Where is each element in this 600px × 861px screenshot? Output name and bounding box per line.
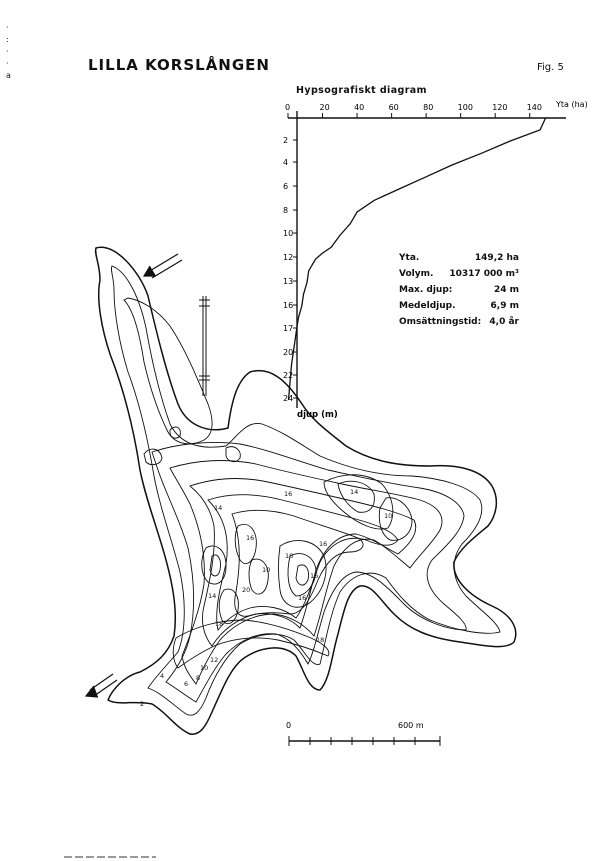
x-tick-label: 140 bbox=[526, 103, 543, 112]
north-arrow bbox=[199, 296, 210, 396]
scale-bar-end: 600 m bbox=[398, 721, 424, 730]
contour-label: 10 bbox=[384, 512, 393, 520]
y-tick-label: 13 bbox=[283, 277, 294, 286]
contour-label: 16 bbox=[310, 572, 319, 580]
x-axis-label: Yta (ha) bbox=[556, 100, 588, 109]
contour-label: 18 bbox=[316, 636, 325, 644]
margin-mark: · bbox=[6, 59, 9, 68]
scale-bar bbox=[286, 721, 440, 746]
stat-value: 4,0 år bbox=[489, 317, 519, 327]
margin-mark: · bbox=[6, 47, 9, 56]
stat-label: Medeldjup. bbox=[399, 301, 456, 311]
contour-line bbox=[249, 559, 271, 594]
y-tick-label: 17 bbox=[283, 324, 294, 333]
contour-label: 16 bbox=[246, 534, 255, 542]
margin-mark: a bbox=[6, 71, 11, 80]
x-tick-label: 100 bbox=[457, 103, 473, 112]
contour-label: 10 bbox=[200, 664, 209, 672]
contour-label: 6 bbox=[184, 680, 189, 688]
contour-line bbox=[208, 495, 398, 630]
contour-labels bbox=[140, 488, 392, 708]
contour-label: 16 bbox=[285, 552, 294, 560]
y-tick-label: 12 bbox=[283, 253, 294, 262]
contour-label: 12 bbox=[210, 656, 219, 664]
contour-label: 4 bbox=[160, 672, 165, 680]
x-tick-label: 80 bbox=[423, 103, 434, 112]
contour-label: 14 bbox=[214, 504, 223, 512]
y-tick-label: 4 bbox=[283, 158, 289, 167]
x-tick-label: 60 bbox=[388, 103, 399, 112]
stat-label: Max. djup: bbox=[399, 285, 453, 295]
hypsographic-curve bbox=[289, 118, 546, 400]
x-tick-label: 120 bbox=[492, 103, 508, 112]
diagram-title: Hypsografiskt diagram bbox=[296, 85, 427, 96]
contour-label: 18 bbox=[215, 620, 224, 628]
contour-line bbox=[210, 555, 221, 576]
y-tick-label: 6 bbox=[283, 182, 289, 191]
inflow-arrow bbox=[144, 254, 182, 278]
hypsographic-diagram bbox=[283, 100, 588, 420]
stat-label: Omsättningstid: bbox=[399, 317, 482, 327]
contour-label: 16 bbox=[284, 490, 293, 498]
contour-line bbox=[226, 447, 240, 462]
contour-line bbox=[190, 479, 416, 646]
stat-value: 6,9 m bbox=[490, 301, 519, 311]
map-title: LILLA KORSLÅNGEN bbox=[88, 56, 270, 74]
x-tick-label: 40 bbox=[354, 103, 365, 112]
contour-label: 20 bbox=[242, 586, 251, 594]
y-tick-label: 10 bbox=[283, 229, 294, 238]
contour-label: 14 bbox=[350, 488, 359, 496]
x-ticks bbox=[285, 103, 542, 118]
contour-label: 16 bbox=[298, 594, 307, 602]
contour-line bbox=[324, 475, 393, 529]
contour-label: 16 bbox=[319, 540, 328, 548]
outflow-arrow bbox=[86, 674, 117, 697]
contour-line bbox=[338, 481, 374, 512]
stat-value: 149,2 ha bbox=[474, 253, 519, 263]
stat-label: Yta. bbox=[399, 253, 420, 263]
y-tick-label: 16 bbox=[283, 301, 294, 310]
y-tick-label: 8 bbox=[283, 206, 289, 215]
scale-bar-start: 0 bbox=[286, 721, 292, 730]
stat-value: 24 m bbox=[493, 285, 519, 295]
figure-label: Fig. 5 bbox=[537, 62, 564, 73]
x-tick-label: 20 bbox=[319, 103, 330, 112]
y-axis-label: djup (m) bbox=[297, 410, 338, 420]
y-tick-label: 2 bbox=[283, 136, 289, 145]
contour-label: 10 bbox=[262, 566, 271, 574]
contour-line bbox=[296, 565, 309, 585]
lake-map bbox=[96, 247, 516, 734]
y-tick-label: 22 bbox=[283, 371, 294, 380]
margin-mark: : bbox=[6, 35, 9, 44]
y-tick-label: 20 bbox=[283, 348, 294, 357]
contour-label: 14 bbox=[208, 592, 217, 600]
stat-label: Volym. bbox=[399, 269, 434, 279]
contour-label: 8 bbox=[196, 674, 201, 682]
stat-value: 10317 000 m³ bbox=[449, 269, 519, 279]
margin-mark: · bbox=[6, 23, 9, 32]
y-ticks bbox=[283, 136, 297, 403]
contour-label: 2 bbox=[140, 700, 145, 708]
y-tick-label: 24 bbox=[283, 394, 294, 403]
x-tick-label: 0 bbox=[285, 103, 291, 112]
